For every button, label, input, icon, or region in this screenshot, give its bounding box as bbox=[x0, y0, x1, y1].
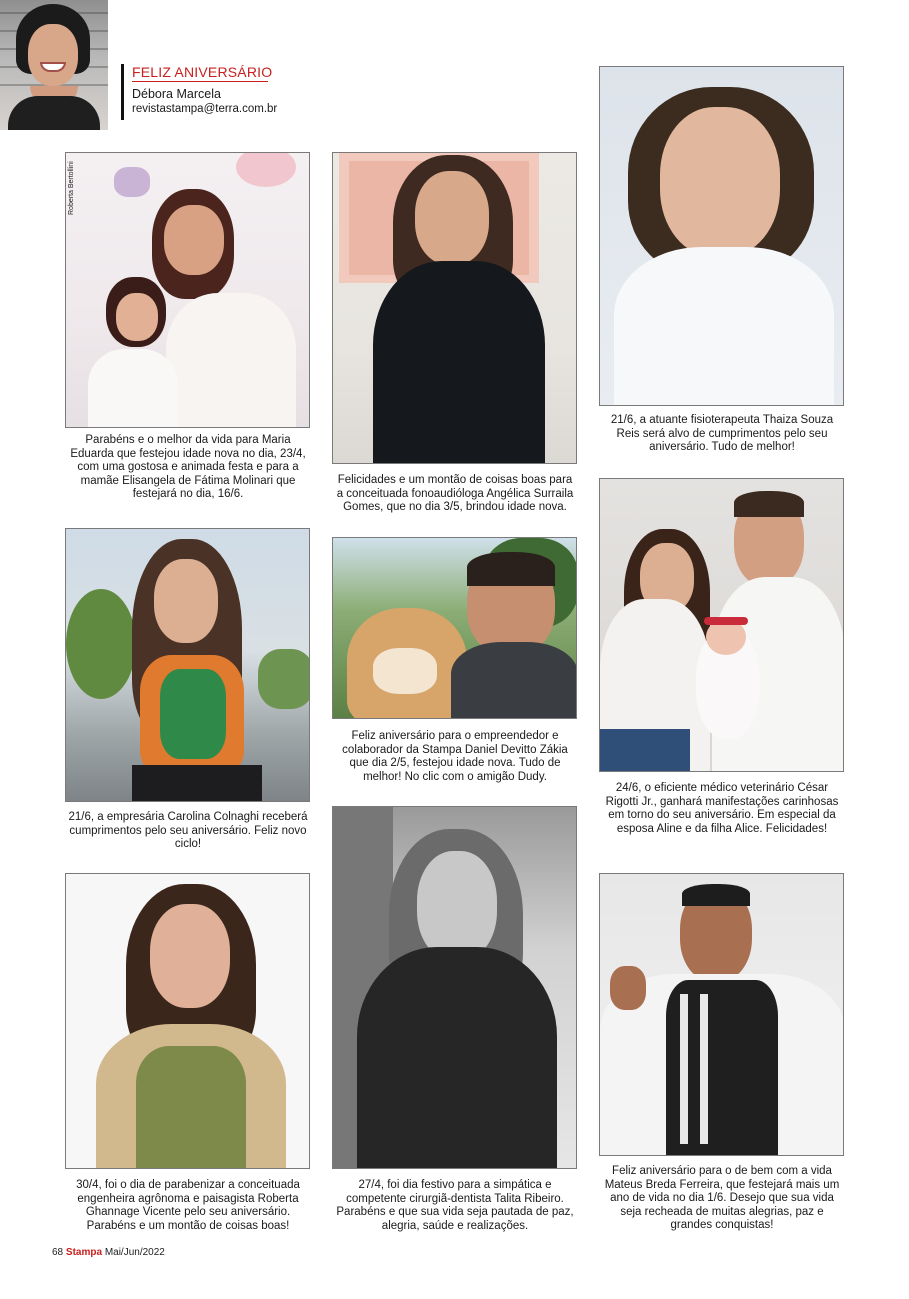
author-photo bbox=[0, 0, 108, 130]
caption-6: 24/6, o eficiente médico veterinário César Rigotti Jr., ganhará manifestações carinhosas em torno do seu aniversário. Em especial da esposa Aline e da filha Alice. Felicidades! bbox=[605, 782, 839, 835]
caption-8: 27/4, foi dia festivo para a simpática e competente cirurgiã-dentista Talita Ribeiro. Parabéns e que sua vida seja pautada de paz, alegria, saúde e realizações. bbox=[336, 1179, 574, 1232]
photo-roberta bbox=[65, 873, 310, 1169]
caption-4: 21/6, a empresária Carolina Colnaghi receberá cumprimentos pelo seu aniversário. Feliz novo ciclo! bbox=[68, 811, 308, 851]
caption-5: Feliz aniversário para o empreendedor e colaborador da Stampa Daniel Devitto Zákia que dia 2/5, festejou idade nova. Tudo de melhor! No clic com o amigão Dudy. bbox=[342, 730, 568, 783]
author-email: revistastampa@terra.com.br bbox=[132, 103, 278, 115]
photo-talita bbox=[332, 806, 577, 1169]
caption-9: Feliz aniversário para o de bem com a vida Mateus Breda Ferreira, que festejará mais um ano de vida no dia 1/6. Desejo que sua vida seja recheada de muitas alegrias, paz e grandes conquistas! bbox=[604, 1165, 840, 1232]
photo-mateus bbox=[599, 873, 844, 1156]
photo-maria-eduarda bbox=[65, 152, 310, 428]
photo-credit: Roberta Bertollini bbox=[68, 161, 75, 215]
photo-angelica bbox=[332, 152, 577, 464]
photo-carolina bbox=[65, 528, 310, 802]
author-name: Débora Marcela bbox=[132, 87, 221, 101]
photo-thaiza bbox=[599, 66, 844, 406]
caption-1: Parabéns e o melhor da vida para Maria Eduarda que festejou idade nova no dia, 23/4, com uma gostosa e animada festa e para a mamãe Elisangela de Fátima Molinari que festejará no dia, 16/6. bbox=[70, 434, 306, 501]
photo-daniel-dudy bbox=[332, 537, 577, 719]
issue-date: Mai/Jun/2022 bbox=[104, 1247, 165, 1258]
caption-2: Felicidades e um montão de coisas boas para a conceituada fonoaudióloga Angélica Surraila Gomes, que no dia 3/5, brindou idade nova. bbox=[336, 474, 574, 514]
page-number: 68 bbox=[52, 1247, 64, 1258]
page-footer bbox=[52, 1247, 165, 1258]
photo-cesar-family bbox=[599, 478, 844, 772]
caption-7: 30/4, foi o dia de parabenizar a conceituada engenheira agrônoma e paisagista Roberta Ghannage Vicente pelo seu aniversário. Parabéns e um montão de coisas boas! bbox=[76, 1179, 300, 1232]
magazine-brand: Stampa bbox=[65, 1247, 103, 1258]
caption-3: 21/6, a atuante fisioterapeuta Thaiza Souza Reis será alvo de cumprimentos pelo seu aniversário. Tudo de melhor! bbox=[610, 414, 834, 454]
section-title: FELIZ ANIVERSÁRIO bbox=[132, 64, 273, 80]
